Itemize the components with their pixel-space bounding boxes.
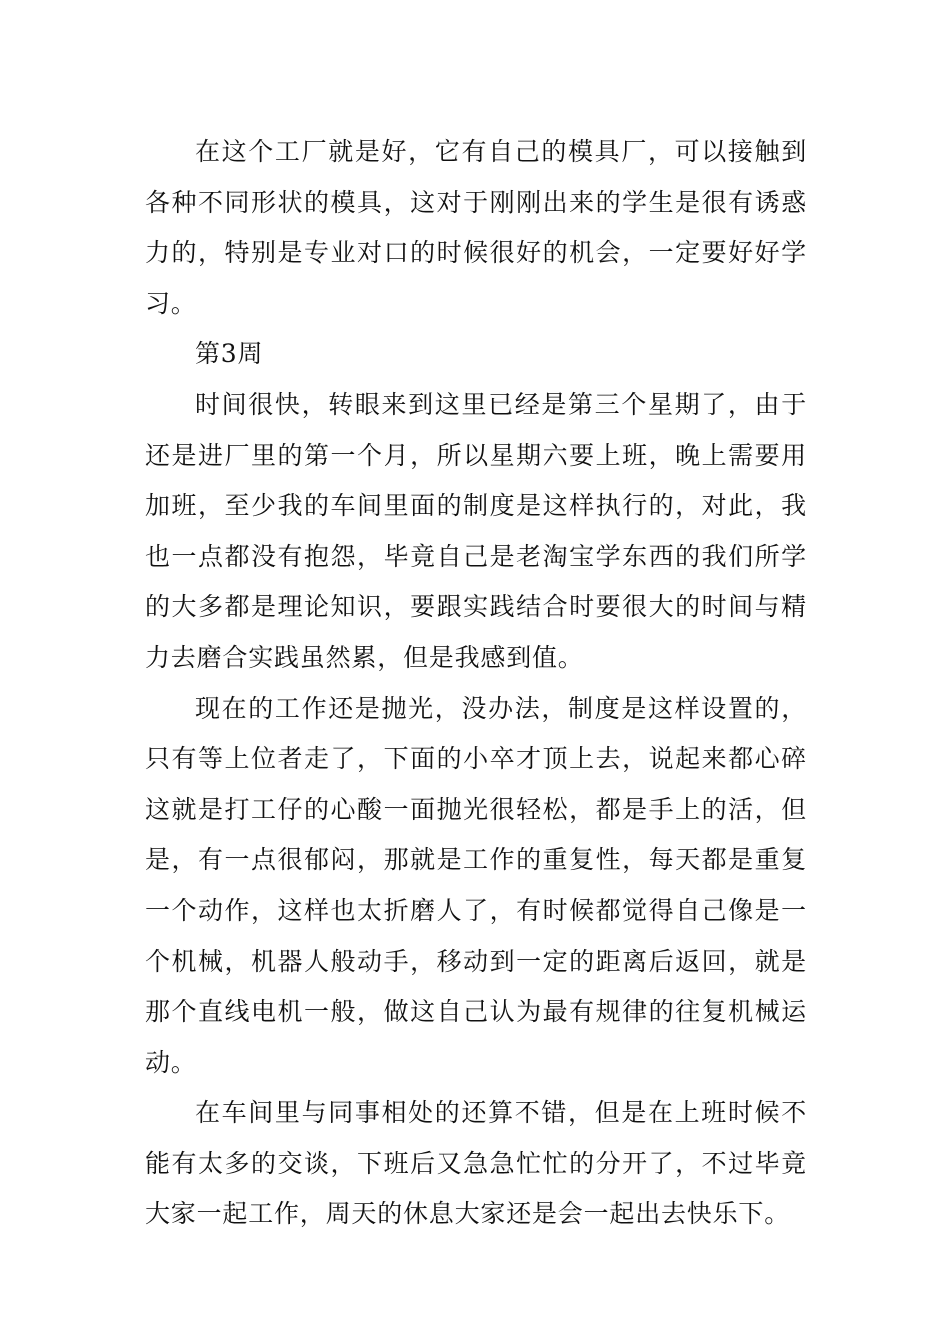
paragraph-third-week: 时间很快，转眼来到这里已经是第三个星期了，由于还是进厂里的第一个月，所以星期六要上班，晚上需要用加班，至少我的车间里面的制度是这样执行的，对此，我也一点都没有抱怨，毕竟自己是老淘宝学东西的我们所学的大多都是理论知识，要跟实践结合时要很大的时间与精力去磨合实践虽然累，但是我感到值。 [145,389,807,672]
paragraph-polishing-work: 现在的工作还是抛光，没办法，制度是这样设置的，只有等上位者走了，下面的小卒才顶上去，说起来都心碎这就是打工仔的心酸一面抛光很轻松，都是手上的活，但是，有一点很郁闷，那就是工作的重复性，每天都是重复一个动作，这样也太折磨人了，有时候都觉得自己像是一个机械，机器人般动手，移动到一定的距离后返回，就是那个直线电机一般，做这自己认为最有规律的往复机械运动。 [145,693,807,1077]
paragraph-colleagues: 在车间里与同事相处的还算不错，但是在上班时候不能有太多的交谈，下班后又急急忙忙的分开了，不过毕竟大家一起工作，周天的休息大家还是会一起出去快乐下。 [145,1098,807,1229]
paragraph-mold-factory: 在这个工厂就是好，它有自己的模具厂，可以接触到各种不同形状的模具，这对于刚刚出来的学生是很有诱惑力的，特别是专业对口的时候很好的机会，一定要好好学习。 [145,137,807,318]
document-body [145,127,807,1240]
section-heading-week-3: 第3周 [195,339,264,369]
